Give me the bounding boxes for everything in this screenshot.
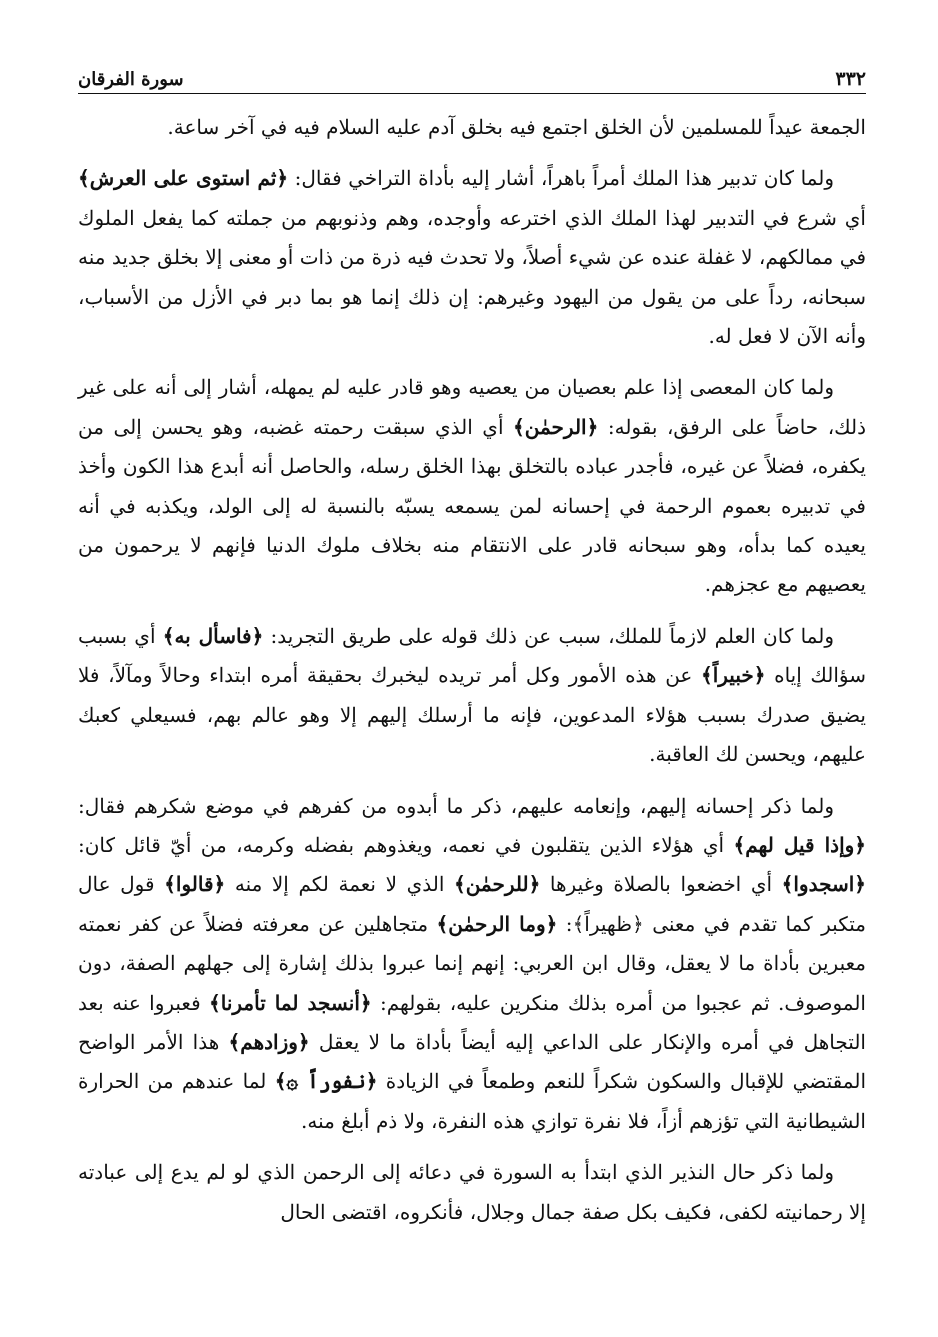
paragraph-text: ﴿ظهيراً﴾ <box>572 911 644 936</box>
paragraph-3 <box>78 368 866 604</box>
paragraph-text: أي هؤلاء الذين يتقلبون في نعمه، ويغذوهم بفضله وكرمه، من أيّ قائل كان: <box>78 832 734 857</box>
paragraph-text: أي الذي سبقت رحمته غضبه، وهو يحسن إلى من يكفره، فضلاً عن غيره، فأجدر عباده بالتخلق بهذا الخلق رسله، والحاصل أنه أبدع هذا الكون وأخذ في تدبيره بعموم الرحمة في إحسانه لمن يسمعه يسبّه بالنسبة له إلى الولد، ويكذبه في أنه يعيده كما بدأه، وهو سبحانه قادر على الانتقام منه بخلاف ملوك الدنيا فإنهم لا يرحمون من يعصيهم مع عجزهم. <box>78 414 866 597</box>
quran-quote: ﴿نفوراً ۞﴾ <box>274 1069 378 1094</box>
paragraph-text: قول عال متكبر كما تقدم في معنى <box>78 872 866 936</box>
paragraph-text: متجاهلين عن معرفته فضلاً عن كفر نعمته معبرين بأداة ما لا يعقل، وقال ابن العربي: إنهم إنما عبروا بذلك إشارة إلى جهلهم الصفة، دون الموصوف. ثم عجبوا من أمره بذلك منكرين عليه، بقولهم: <box>78 911 866 1015</box>
paragraph-text: : <box>557 911 573 936</box>
quran-quote: ﴿أنسجد لما تأمرنا﴾ <box>209 990 372 1015</box>
paragraph-4 <box>78 617 866 775</box>
paragraph-text: ولما كان المعصى إذا علم بعصيان من يعصيه وهو قادر عليه لم يمهله، أشار إلى أنه على غير ذلك، حاضاً على الرفق، بقوله: <box>78 375 866 439</box>
quran-quote: ﴿وإذا قيل لهم﴾ <box>733 832 867 857</box>
quran-quote: ﴿قالوا﴾ <box>164 872 226 897</box>
page-header <box>78 58 866 94</box>
quran-quote: ﴿فاسأل به﴾ <box>162 623 264 648</box>
quran-quote: ﴿وما الرحمٰن﴾ <box>436 911 558 936</box>
book-page <box>78 58 866 1232</box>
paragraph-1 <box>78 108 866 147</box>
paragraph-text: ولما كان العلم لازماً للملك، سبب عن ذلك قوله على طريق التجريد: <box>263 623 834 648</box>
paragraph-text: ولما ذكر حال النذير الذي ابتدأ به السورة في دعائه إلى الرحمن الذي لو لم يدع إلى عبادته إلا رحمانيته لكفى، فكيف بكل صفة جمال وجلال، فأنكروه، اقتضى الحال <box>78 1160 866 1224</box>
paragraph-text: ولما كان تدبير هذا الملك أمراً باهراً، أشار إليه بأداة التراخي فقال: <box>288 166 834 191</box>
running-title: سورة الفرقان <box>78 69 184 90</box>
paragraph-text: عن هذه الأمور وكل أمر تريده ليخبرك بحقيقة أمره ابتداء وحالاً ومآلاً، فلا يضيق صدرك بسبب هؤلاء المدعوين، فإنه ما أرسلك إليهم إلا وهو عالم بهم، فسيعلي كعبك عليهم، ويحسن لك العاقبة. <box>78 663 866 767</box>
paragraph-5 <box>78 787 866 1142</box>
quran-quote: ﴿وزادهم﴾ <box>228 1029 310 1054</box>
paragraph-text: لما عندهم من الحرارة الشيطانية التي تؤزهم أزاً، فلا نفرة توازي هذه النفرة، ولا ذم أبلغ منه. <box>78 1069 866 1133</box>
paragraph-text: أي شرع في التدبير لهذا الملك الذي اخترعه وأوجده، وهم وذنوبهم من جملته كما يفعل الملوك في ممالكهم، لا غفلة عنده عن شيء أصلاً، ولا تحدث فيه ذرة من ذات أو معنى إلا بخلق جديد منه سبحانه، رداً على من يقول من اليهود وغيرهم: إن ذلك إنما هو بما دبر في الأزل من الأسباب، وأنه الآن لا فعل له. <box>78 205 867 349</box>
paragraph-text: الذي لا نعمة لكم إلا منه <box>225 872 454 897</box>
paragraph-text: فعبروا عنه بعد التجاهل في أمره والإنكار على الداعي إليه أيضاً بأداة ما لا يعقل <box>78 990 866 1054</box>
paragraph-text: أي بسبب سؤالك إياه <box>78 623 866 688</box>
paragraph-text: ولما ذكر إحسانه إليهم، وإنعامه عليهم، ذكر ما أبدوه من كفرهم في موضع شكرهم فقال: <box>78 793 834 818</box>
quran-quote: ﴿الرحمٰن﴾ <box>513 414 599 439</box>
quran-quote: ﴿للرحمٰن﴾ <box>453 872 541 897</box>
paragraph-text: الجمعة عيداً للمسلمين لأن الخلق اجتمع فيه بخلق آدم عليه السلام فيه في آخر ساعة. <box>167 115 866 139</box>
paragraph-6 <box>78 1153 866 1232</box>
page-body <box>78 108 866 1232</box>
quran-quote: ﴿خبيراً﴾ <box>701 663 766 688</box>
quran-quote: ﴿ثم استوى على العرش﴾ <box>78 166 289 191</box>
quran-quote: ﴿اسجدوا﴾ <box>781 872 867 897</box>
paragraph-2 <box>78 159 866 356</box>
paragraph-text: أي اخضعوا بالصلاة وغيرها <box>540 872 782 897</box>
page-number: ٣٣٢ <box>835 68 866 90</box>
paragraph-text: هذا الأمر الواضح المقتضي للإقبال والسكون شكراً للنعم وطمعاً في الزيادة <box>78 1029 867 1094</box>
